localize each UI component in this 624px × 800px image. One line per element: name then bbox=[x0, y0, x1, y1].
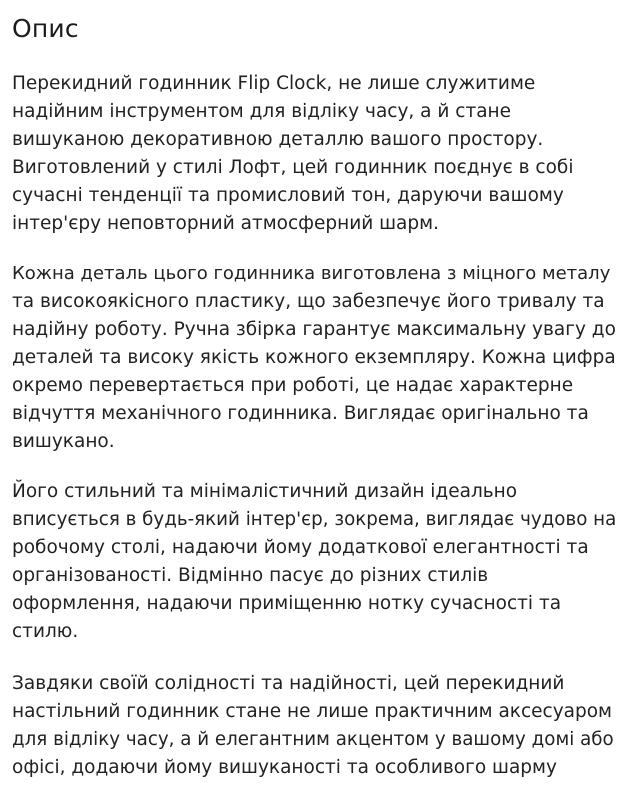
text-line: та високоякісного пластику, що забезпечує його тривалу та bbox=[12, 291, 605, 312]
text-line: сучасні тенденції та промисловий тон, даруючи вашому bbox=[12, 185, 564, 206]
text-line: Виготовлений у стилі Лофт, цей годинник поєднує в собі bbox=[12, 157, 574, 178]
text-line: офісі, додаючи йому вишуканості та особливого шарму bbox=[12, 757, 557, 778]
text-line: Його стильний та мінімалістичний дизайн ідеально bbox=[12, 481, 518, 502]
description-paragraph-3 bbox=[12, 478, 616, 646]
section-title: Опис bbox=[12, 14, 79, 43]
text-line: вишуканою декоративною деталлю вашого простору. bbox=[12, 129, 544, 150]
text-line: інтер'єру неповторний атмосферний шарм. bbox=[12, 213, 439, 234]
text-line: окремо перевертається при роботі, це надає характерне bbox=[12, 375, 574, 396]
text-line: відчуття механічного годинника. Виглядає оригінально та bbox=[12, 403, 589, 424]
text-line: Кожна деталь цього годинника виготовлена з міцного металу bbox=[12, 263, 611, 284]
text-line: робочому столі, надаючи йому додаткової елегантності та bbox=[12, 537, 589, 558]
description-paragraph-1 bbox=[12, 70, 616, 238]
text-line: деталей та високу якість кожного екземпляру. Кожна цифра bbox=[12, 347, 616, 368]
description-paragraph-4 bbox=[12, 670, 616, 782]
text-line: надійним інструментом для відліку часу, а й стане bbox=[12, 101, 512, 122]
text-line: настільний годинник стане не лише практичним аксесуаром bbox=[12, 701, 613, 722]
text-line: оформлення, надаючи приміщенню нотку сучасності та bbox=[12, 593, 562, 614]
text-line: надійну роботу. Ручна збірка гарантує максимальну увагу до bbox=[12, 319, 616, 340]
text-line: організованості. Відмінно пасує до різних стилів bbox=[12, 565, 489, 586]
text-line: вписується в будь-який інтер'єр, зокрема, виглядає чудово на bbox=[12, 509, 616, 530]
text-line: для відліку часу, а й елегантним акцентом у вашому домі або bbox=[12, 729, 614, 750]
text-line: вишукано. bbox=[12, 431, 115, 452]
text-line: Перекидний годинник Flip Clock, не лише служитиме bbox=[12, 73, 536, 94]
text-line: стилю. bbox=[12, 621, 79, 642]
text-line: Завдяки своїй солідності та надійності, цей перекидний bbox=[12, 673, 565, 694]
description-paragraph-2 bbox=[12, 260, 616, 456]
